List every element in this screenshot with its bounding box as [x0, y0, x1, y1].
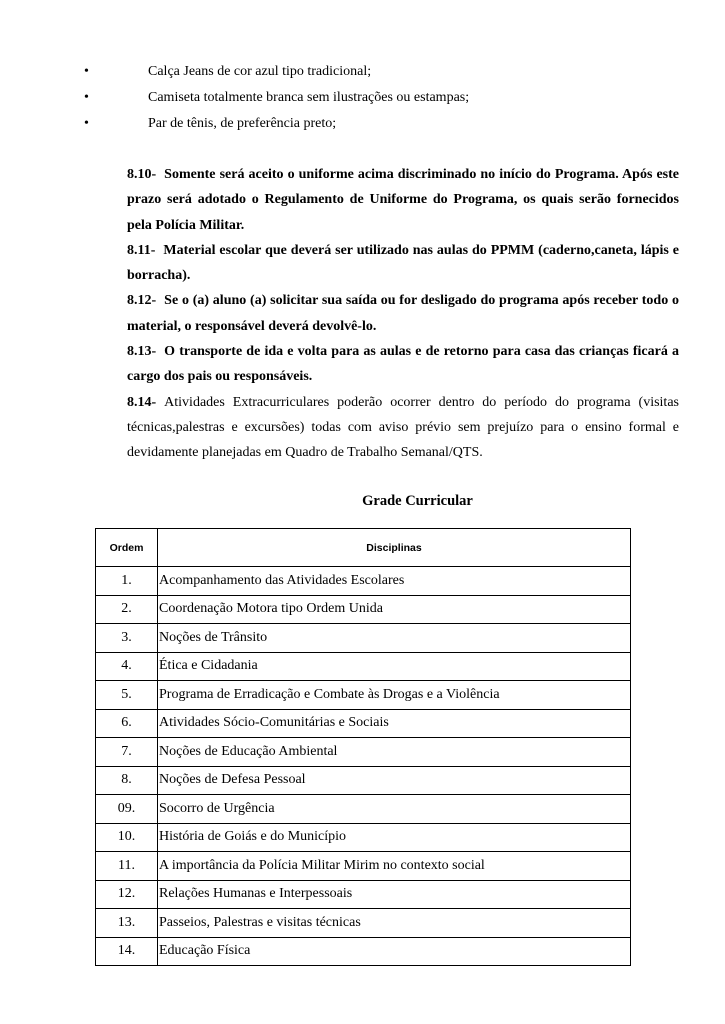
- row-disciplina: Ética e Cidadania: [158, 652, 631, 681]
- bullet-text: Calça Jeans de cor azul tipo tradicional;: [148, 64, 372, 79]
- row-ordem: 2.: [96, 595, 158, 624]
- clause-number: 8.10-: [127, 167, 157, 182]
- table-row: [96, 766, 631, 795]
- clause-number: 8.14-: [127, 394, 157, 410]
- clause-text: O transporte de ida e volta para as aulas e de retorno para casa das crianças ficará a cargo dos pais ou responsáveis.: [127, 344, 679, 385]
- table-row: [96, 937, 631, 966]
- clause-number: 8.12-: [127, 293, 157, 309]
- clause-text: Se o (a) aluno (a) solicitar sua saída ou for desligado do programa após receber todo o material, o responsável deverá devolvê-lo.: [127, 293, 679, 334]
- grade-table: [95, 528, 631, 966]
- bullet-marker: •: [84, 90, 89, 105]
- clause-text: Somente será aceito o uniforme acima discriminado no início do Programa. Após este prazo será adotado o Regulamento de Uniforme do Programa, os quais serão fornecidos pela Polícia Militar.: [127, 167, 679, 233]
- bullet-item: [0, 62, 725, 88]
- row-ordem: 7.: [96, 738, 158, 767]
- clause-text: Material escolar que deverá ser utilizado nas aulas do PPMM (caderno,caneta, lápis e borracha).: [127, 242, 679, 284]
- table-row: [96, 567, 631, 596]
- row-disciplina: Acompanhamento das Atividades Escolares: [158, 567, 631, 596]
- grade-title: Grade Curricular: [362, 493, 473, 509]
- table-row: [96, 880, 631, 909]
- row-ordem: 09.: [96, 795, 158, 824]
- row-disciplina: Coordenação Motora tipo Ordem Unida: [158, 595, 631, 624]
- header-ordem: Ordem: [96, 529, 158, 567]
- table-row: [96, 595, 631, 624]
- clause-number: 8.13-: [127, 344, 157, 360]
- table-row: [96, 709, 631, 738]
- bullet-text: Par de tênis, de preferência preto;: [148, 116, 337, 131]
- row-ordem: 1.: [96, 567, 158, 596]
- row-disciplina: Passeios, Palestras e visitas técnicas: [158, 909, 631, 938]
- header-disciplinas: Disciplinas: [158, 529, 631, 567]
- clause-number: 8.11-: [127, 242, 156, 258]
- clause-8-14: [127, 390, 679, 466]
- row-ordem: 5.: [96, 681, 158, 710]
- uniform-bullet-list: [0, 62, 725, 140]
- table-row: [96, 652, 631, 681]
- row-ordem: 12.: [96, 880, 158, 909]
- row-disciplina: História de Goiás e do Município: [158, 823, 631, 852]
- table-row: [96, 909, 631, 938]
- row-disciplina: Atividades Sócio-Comunitárias e Sociais: [158, 709, 631, 738]
- table-row: [96, 823, 631, 852]
- clause-8-10: [127, 162, 679, 238]
- row-ordem: 4.: [96, 652, 158, 681]
- clause-8-13: [127, 339, 679, 390]
- table-row: [96, 624, 631, 653]
- row-ordem: 8.: [96, 766, 158, 795]
- row-ordem: 11.: [96, 852, 158, 881]
- bullet-text: Camiseta totalmente branca sem ilustrações ou estampas;: [148, 90, 470, 105]
- row-ordem: 13.: [96, 909, 158, 938]
- table-row: [96, 852, 631, 881]
- row-disciplina: Relações Humanas e Interpessoais: [158, 880, 631, 909]
- row-disciplina: Socorro de Urgência: [158, 795, 631, 824]
- row-disciplina: Programa de Erradicação e Combate às Drogas e a Violência: [158, 681, 631, 710]
- row-disciplina: Noções de Educação Ambiental: [158, 738, 631, 767]
- row-ordem: 3.: [96, 624, 158, 653]
- row-disciplina: A importância da Polícia Militar Mirim no contexto social: [158, 852, 631, 881]
- row-disciplina: Noções de Trânsito: [158, 624, 631, 653]
- clause-8-12: [127, 288, 679, 339]
- row-ordem: 10.: [96, 823, 158, 852]
- table-row: [96, 795, 631, 824]
- clauses-section: [127, 162, 679, 466]
- row-disciplina: Noções de Defesa Pessoal: [158, 766, 631, 795]
- row-disciplina: Educação Física: [158, 937, 631, 966]
- table-header-row: [96, 529, 631, 567]
- bullet-item: [0, 88, 725, 114]
- bullet-marker: •: [84, 64, 89, 79]
- bullet-item: [0, 114, 725, 140]
- row-ordem: 14.: [96, 937, 158, 966]
- clause-8-11: [127, 238, 679, 289]
- clause-text: Atividades Extracurriculares poderão ocorrer dentro do período do programa (visitas técnicas,palestras e excursões) todas com aviso prévio sem prejuízo para o ensino formal e devidamente planejadas em Quadro de Trabalho Semanal/QTS.: [127, 394, 679, 461]
- table-row: [96, 681, 631, 710]
- bullet-marker: •: [84, 116, 89, 131]
- table-row: [96, 738, 631, 767]
- row-ordem: 6.: [96, 709, 158, 738]
